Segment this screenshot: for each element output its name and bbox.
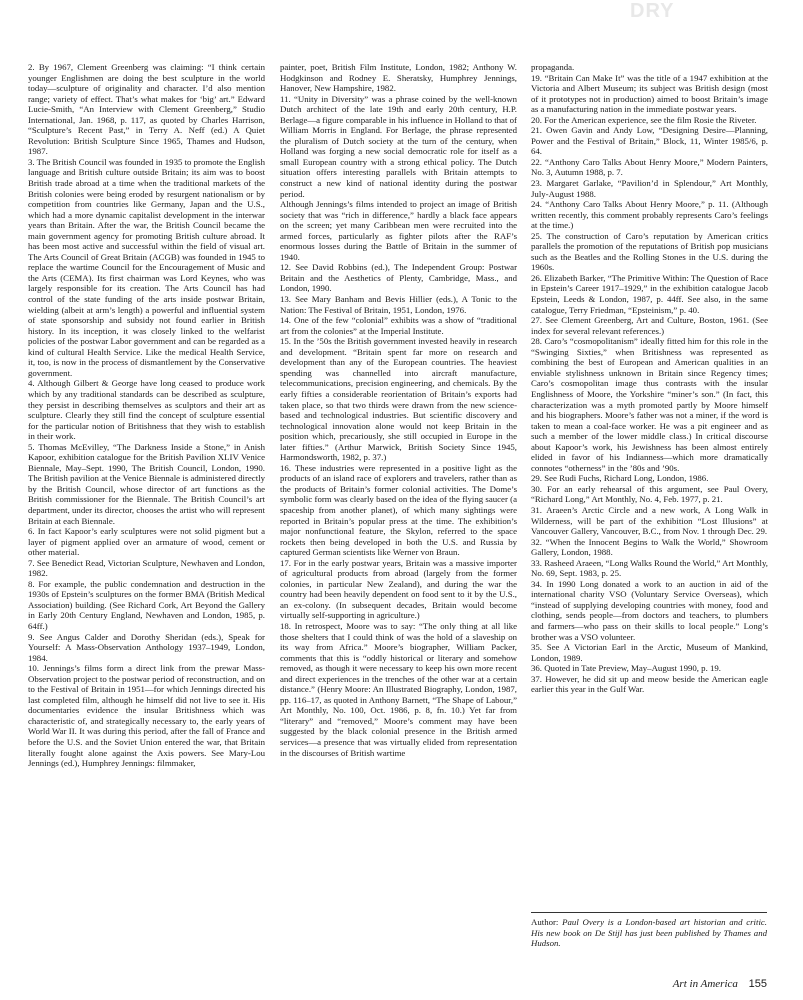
footnote bbox=[280, 62, 517, 94]
footnote-text: Owen Gavin and Andy Low, “Designing Desire—Planning, Power and the Festival of Britain,” Block, 11, Winter 1985/6, p. 64. bbox=[531, 125, 768, 157]
footnote-text: One of the few “colonial” exhibits was a show of “traditional art from the colonies” at the Imperial Institute. bbox=[280, 315, 517, 336]
footnote bbox=[280, 94, 517, 199]
footnote-number: 9. bbox=[28, 631, 35, 642]
footnote bbox=[28, 558, 265, 579]
footnote bbox=[280, 558, 517, 621]
ghost-heading: DRY bbox=[630, 0, 675, 22]
footnote bbox=[280, 463, 517, 558]
footnote-number: 32. bbox=[531, 536, 542, 547]
author-bio bbox=[531, 912, 767, 977]
footnote-text: These industries were represented in a positive light as the products of an island race of explorers and travelers, rather than as the products of Britain’s former colonial activities. The Dome’s symbolic form was clearly based on the idea of the flying saucer (a spaceship from another planet), of which many sightings were reported in Britain’s popular press at the time. The exhibition’s major nonfunctional feature, the Skylon, referred to the space rockets then being developed in both the U.S. and Russia by captured German scientists like Werner von Braun. bbox=[280, 462, 517, 558]
footnote bbox=[28, 663, 265, 768]
footnote-text: propaganda. bbox=[531, 62, 575, 72]
footnote-text: For the American experience, see the film Rosie the Riveter. bbox=[544, 114, 757, 125]
author-text: Paul Overy is a London-based art historian and critic. His new book on De Stijl has just been published by Thames and Hudson. bbox=[531, 917, 767, 948]
page-number: 155 bbox=[748, 978, 767, 990]
footnote-number: 16. bbox=[280, 462, 291, 473]
footnote bbox=[280, 315, 517, 336]
footnote-number: 30. bbox=[531, 483, 542, 494]
footnote-number: 2. bbox=[28, 62, 35, 72]
footnote-number: 8. bbox=[28, 578, 35, 589]
notes-column-1 bbox=[28, 62, 265, 942]
footnote bbox=[280, 262, 517, 294]
footnote-number: 7. bbox=[28, 557, 35, 568]
footnote-text: See A Victorian Earl in the Arctic, Museum of Mankind, London, 1989. bbox=[531, 642, 768, 663]
footnote-number: 34. bbox=[531, 578, 542, 589]
footnote-number: 18. bbox=[280, 620, 291, 631]
footnote-text: See Benedict Read, Victorian Sculpture, Newhaven and London, 1982. bbox=[28, 557, 265, 579]
footnote-text: Elizabeth Barker, “The Primitive Within: The Question of Race in Epstein’s Career 1917–1929,” in the exhibition catalogue Jacob Epstein, Leeds & London, 1987, p. 44ff. See also, in the same catalogue, Terry Friedman, “Epsteinism,” p. 40. bbox=[531, 272, 768, 315]
footnote bbox=[531, 199, 768, 231]
footnote-text: painter, poet, British Film Institute, London, 1982; Anthony W. Hodgkinson and Rodney E. Sheratsky, Humphrey Jennings, Hanover, New Hampshire, 1982. bbox=[280, 62, 517, 94]
footnote-text: Although Gilbert & George have long ceased to produce work which by any traditional standards can be described as sculpture, they persist in describing themselves as sculptors and their art as sculpture. Clearly they still find the concept of sculpture essential for the particular notion of Britishness that they wish to establish in their work. bbox=[28, 378, 265, 442]
footnote-number: 15. bbox=[280, 336, 291, 347]
footnote-text: In the ’50s the British government invested heavily in research and development. “Britain spent far more on research and development than any of the European countries. The heaviest spending was channelled into aircraft manufacture, telecommunications, precision engineering, and chemicals. By the early fifties a considerable reorientation of Britain’s exports had taken place, so that two thirds were drawn from the new science-based and technological industries. But scientific discovery and technological innovation alone would not keep Britain in the position which, precariously, she still occupied in Europe in the later fifties.” (Arthur Marwick, British Society Since 1945, Harmondsworth, 1982, p. 37.) bbox=[280, 336, 517, 463]
footnote bbox=[531, 484, 768, 505]
footnote-number: 23. bbox=[531, 178, 542, 189]
footnote-number: 27. bbox=[531, 315, 542, 326]
footnote-number: 11. bbox=[280, 93, 291, 104]
footnote-text: By 1967, Clement Greenberg was claiming: “I think certain younger Englishmen are doing the best sculpture in the world today—sculpture of originality and character. I’d also mention range; variety of effect. That’s what makes for ‘big’ art.” Edward Lucie-Smith, “An Interview with Clement Greenberg,” Studio International, Jan. 1968, p. 117, as quoted by Charles Harrison, “Sculpture’s Recent Past,” in Terry A. Neff (ed.) A Quiet Revolution: British Sculpture Since 1965, Thames and Hudson, 1987. bbox=[28, 62, 265, 157]
footnote-number: 5. bbox=[28, 441, 35, 452]
footnote-text: See Angus Calder and Dorothy Sheridan (eds.), Speak for Yourself: A Mass-Observation Anthology 1937–1949, London, 1984. bbox=[28, 631, 265, 663]
footnote bbox=[28, 632, 265, 664]
footnote bbox=[531, 663, 768, 674]
footnote bbox=[531, 62, 768, 73]
footnote-text: The construction of Caro’s reputation by American critics parallels the promotion of the reputations of British pop musicians such as the Beatles and the Rolling Stones in the U.S. during the 1960s. bbox=[531, 230, 768, 273]
footnote-number: 21. bbox=[531, 125, 542, 136]
magazine-name: Art in America bbox=[672, 978, 738, 990]
footnote-number: 37. bbox=[531, 673, 542, 684]
footnote bbox=[531, 558, 768, 579]
footnote-number: 36. bbox=[531, 663, 542, 674]
footnote bbox=[531, 642, 768, 663]
author-label: Author: bbox=[531, 917, 559, 927]
footnote bbox=[531, 73, 768, 115]
footnote-number: 4. bbox=[28, 378, 35, 389]
footnote-text: The British Council was founded in 1935 to promote the English language and British culture outside Britain; its aim was to boost British trade abroad at a time when the traditional markets of the British colonies were being eroded by resurgent nationalism or by competition from countries like Germany, Japan and the U.S., which had a more dynamic capitalist development in the interwar years than Britain. After the war, the British Council became the main government agency for promoting British culture abroad. It has been most active and successful within the field of visual art. The Arts Council of Great Britain (ACGB) was founded in 1945 to replace the wartime Council for the Encouragement of Music and the Arts (CEMA). Its first chairman was Lord Keynes, who was largely responsible for its creation. The Arts Council has had control of the state funding of the arts inside postwar Britain, wielding (albeit at arm’s length) a powerful and influential system of state sponsorship and subsidy not found earlier in British history. In its inception, it was closely linked to the welfarist policies of the postwar Labor government and can be regarded as a kind of cultural Health Service. Like the medical Health Service, it, too, is now in the process of dismantlement by the Conservative government. bbox=[28, 156, 265, 378]
footnote-text: “Britain Can Make It” was the title of a 1947 exhibition at the Victoria and Albert Museum; its subject was British design (most of it prototypes not in production) aimed to boost Britain’s image as a manufacturing nation in the immediate postwar years. bbox=[531, 72, 768, 115]
footnote-number: 22. bbox=[531, 156, 542, 167]
footnote bbox=[28, 579, 265, 632]
footnote-number: 35. bbox=[531, 642, 542, 653]
footnote-number: 13. bbox=[280, 294, 291, 305]
footnote-text: Margaret Garlake, “Pavilion’d in Splendour,” Art Monthly, July-August 1988. bbox=[531, 178, 768, 199]
footnote-number: 14. bbox=[280, 315, 291, 326]
footnote-text: Rasheed Araeen, “Long Walks Round the World,” Art Monthly, No. 69, Sept. 1983, p. 25. bbox=[531, 557, 768, 579]
footnote-text: In retrospect, Moore was to say: “The only thing at all like those shelters that I could think of was the hold of a slaveship on its way from Africa.” Moore’s biographer, William Packer, comments that this is “oddly historical or literary and somehow removed, as though it were necessary to keep his own more recent and direct experiences in the trenches of the other war at a certain distance.” (Henry Moore: An Illustrated Biography, London, 1987, pp. 116–17, as quoted in Anthony Barnett, “The Shape of Labour,” Art Monthly, No. 100, Oct. 1986, p. 8, fn. 10.) Yet far from “literary” and “removed,” Moore’s comment may have been suggested by the black colonial presence in the British armed services—a presence that was virtually elided from representation in the discourses of British wartime bbox=[280, 620, 517, 758]
notes-column-3 bbox=[531, 62, 768, 942]
footnote bbox=[531, 125, 768, 157]
footnote-number: 24. bbox=[531, 199, 542, 210]
footnote bbox=[28, 526, 265, 558]
footnote-text: See Mary Banham and Bevis Hillier (eds.), A Tonic to the Nation: The Festival of Britain, 1951, London, 1976. bbox=[280, 294, 517, 315]
footnote bbox=[28, 157, 265, 378]
footnote bbox=[280, 621, 517, 758]
footnote-text: See Clement Greenberg, Art and Culture, Boston, 1961. (See index for several relevant references.) bbox=[531, 315, 768, 336]
footnote-text: “When the Innocent Begins to Walk the World,” Showroom Gallery, London, 1988. bbox=[531, 536, 768, 558]
footnote-number: 10. bbox=[28, 663, 39, 674]
footnote bbox=[531, 473, 768, 484]
footnote bbox=[28, 378, 265, 441]
footnote-number: 12. bbox=[280, 262, 291, 273]
footnote-text: Caro’s “cosmopolitanism” ideally fitted him for this role in the “Swinging Sixties,” when Britishness was represented as combining the best of European and American qualities in an enviable stylishness unknown in Britain since Regency times; Caro’s cosmopolitan image thus contrasts with the insular Englishness of Moore, the Yorkshire “miner’s son.” (In fact, this characterization was a myth promoted partly by Moore himself and his biographers. Moore’s father was not a miner, if the word is taken to mean a coal-face worker. He was a pit engineer and as such a member of the lower middle class.) In critical discourse about Kapoor’s work, his Jewishness has been almost entirely elided in favor of his Indianness—which more dramatically connotes “otherness” in the ’80s and ’90s. bbox=[531, 336, 768, 473]
footnote bbox=[531, 315, 768, 336]
footnote-text: For in the early postwar years, Britain was a massive importer of agricultural products from abroad (largely from the former colonies, in particular New Zealand), and during the war the country had been heavily dependent on food sent to it by the U.S., an ex-colony. (In subsequent decades, Britain would become virtually self-supporting in agriculture.) bbox=[280, 557, 517, 621]
footnote bbox=[280, 336, 517, 463]
footnote-text: Araeen’s Arctic Circle and a new work, A Long Walk in Wilderness, will be part of the exhibition “Lost Illusions” at Vancouver Gallery, Vancouver, B.C., from Nov. 1 through Dec. 29. bbox=[531, 504, 768, 537]
footnote-text: See Rudi Fuchs, Richard Long, London, 1986. bbox=[544, 473, 709, 484]
footnote-text: In fact Kapoor’s early sculptures were not solid pigment but a layer of pigment applied over an armature of wood, cement or other material. bbox=[28, 526, 265, 558]
footnote-text: Quoted in Tate Preview, May–August 1990, p. 19. bbox=[544, 663, 721, 674]
footnote-number: 31. bbox=[531, 504, 542, 515]
footnote bbox=[531, 579, 768, 642]
footnote-number: 3. bbox=[28, 156, 35, 167]
footnote-number: 6. bbox=[28, 526, 35, 537]
footnote-number: 29. bbox=[531, 473, 542, 484]
footnote-text: For an early rehearsal of this argument, see Paul Overy, “Richard Long,” Art Monthly, No. 4, Feb. 1977, p. 21. bbox=[531, 483, 768, 505]
footnote-text: Jennings’s films form a direct link from the prewar Mass-Observation project to the postwar period of reconstruction, and on to the Festival of Britain in 1951—for which Jennings directed his last completed film, although he himself did not live to see it. His documentaries evidence the insular Britishness which was characteristic of, and strategically necessary to, the early years of World War II. It was during this period, after the fall of France and before the U.S. and the Soviet Union entered the war, that Britain literally fought alone against the Axis powers. See Mary-Lou Jennings (ed.), Humphrey Jennings: filmmaker, bbox=[28, 663, 265, 769]
footnote bbox=[531, 157, 768, 178]
footnote-number: 17. bbox=[280, 557, 291, 568]
footnote bbox=[531, 231, 768, 273]
footnote-number: 26. bbox=[531, 272, 542, 283]
footnote-text: See David Robbins (ed.), The Independent Group: Postwar Britain and the Aesthetics of Plenty, Cambridge, Mass., and London, 1990. bbox=[280, 262, 517, 294]
footnote bbox=[280, 294, 517, 315]
footnote-number: 20. bbox=[531, 114, 542, 125]
footnote-number: 33. bbox=[531, 557, 542, 568]
footnote bbox=[531, 115, 768, 126]
footnote-text: Although Jennings’s films intended to project an image of British society that was “rich in difference,” hardly a black face appears on the screen; yet many Caribbean men were recruited into the armed forces, particularly as fighter pilots after the RAF’s enormous losses during the Battle of Britain in the summer of 1940. bbox=[280, 199, 517, 262]
footnote bbox=[531, 273, 768, 315]
footnote bbox=[531, 537, 768, 558]
footnote-text: Thomas McEvilley, “The Darkness Inside a Stone,” in Anish Kapoor, exhibition catalogue for the British Pavilion XLIV Venice Biennale, May–Sept. 1990, The British Council, London, 1990. The British pavilion at the Venice Biennale is administered directly by the British Council, whose director of art functions as the British commissioner for the Biennale. The British Council’s art department, under its director, chooses the artist who will represent Britain at each Biennale. bbox=[28, 441, 265, 526]
footnote-text: “Anthony Caro Talks About Henry Moore,” p. 11. (Although written recently, this comment probably represents Caro’s feelings at the time.) bbox=[531, 199, 768, 231]
notes-column-2 bbox=[280, 62, 517, 942]
footnote-number: 28. bbox=[531, 336, 542, 347]
footnote-text: “Unity in Diversity” was a phrase coined by the well-known Dutch architect of the late 19th and early 20th century, H.P. Berlage—a figure comparable in his influence in Holland to that of William Morris in England. For Berlage, the phrase represented the pluralism of Dutch society at the turn of the century, when Holland was forging a new social democratic role for itself as a small European country with a strong ethical policy. The Dutch situation offers interesting parallels with Britain attempts to construct a new kind of national identity during the postwar period. bbox=[280, 93, 517, 199]
footnote-text: In 1990 Long donated a work to an auction in aid of the international charity VSO (Voluntary Service Overseas), which “instead of supplying developing countries with money, food and clothing, sends people—from doctors and teachers, to plumbers and farmers—who pass on their skills to local people.” Long’s brother was a VSO volunteer. bbox=[531, 578, 768, 642]
notes-columns bbox=[28, 62, 768, 942]
footnote bbox=[531, 336, 768, 473]
footnote bbox=[531, 178, 768, 199]
footnote-text: For example, the public condemnation and destruction in the 1930s of Epstein’s sculptures on the former BMA (British Medical Association) building. (See Richard Cork, Art Beyond the Gallery in Early 20th Century England, Newhaven and London, 1985, p. 64ff.) bbox=[28, 578, 265, 631]
footnote bbox=[28, 62, 265, 157]
footnote bbox=[531, 505, 768, 537]
footnote-number: 19. bbox=[531, 72, 542, 83]
footnote bbox=[531, 674, 768, 695]
footnote bbox=[280, 199, 517, 262]
footnote-text: “Anthony Caro Talks About Henry Moore,” Modern Painters, No. 3, Autumn 1988, p. 7. bbox=[531, 156, 768, 178]
footnote-number: 25. bbox=[531, 230, 542, 241]
page-footer bbox=[673, 978, 767, 990]
footnote-text: However, he did sit up and meow beside the American eagle earlier this year in the Gulf War. bbox=[531, 673, 768, 695]
footnote bbox=[28, 442, 265, 526]
